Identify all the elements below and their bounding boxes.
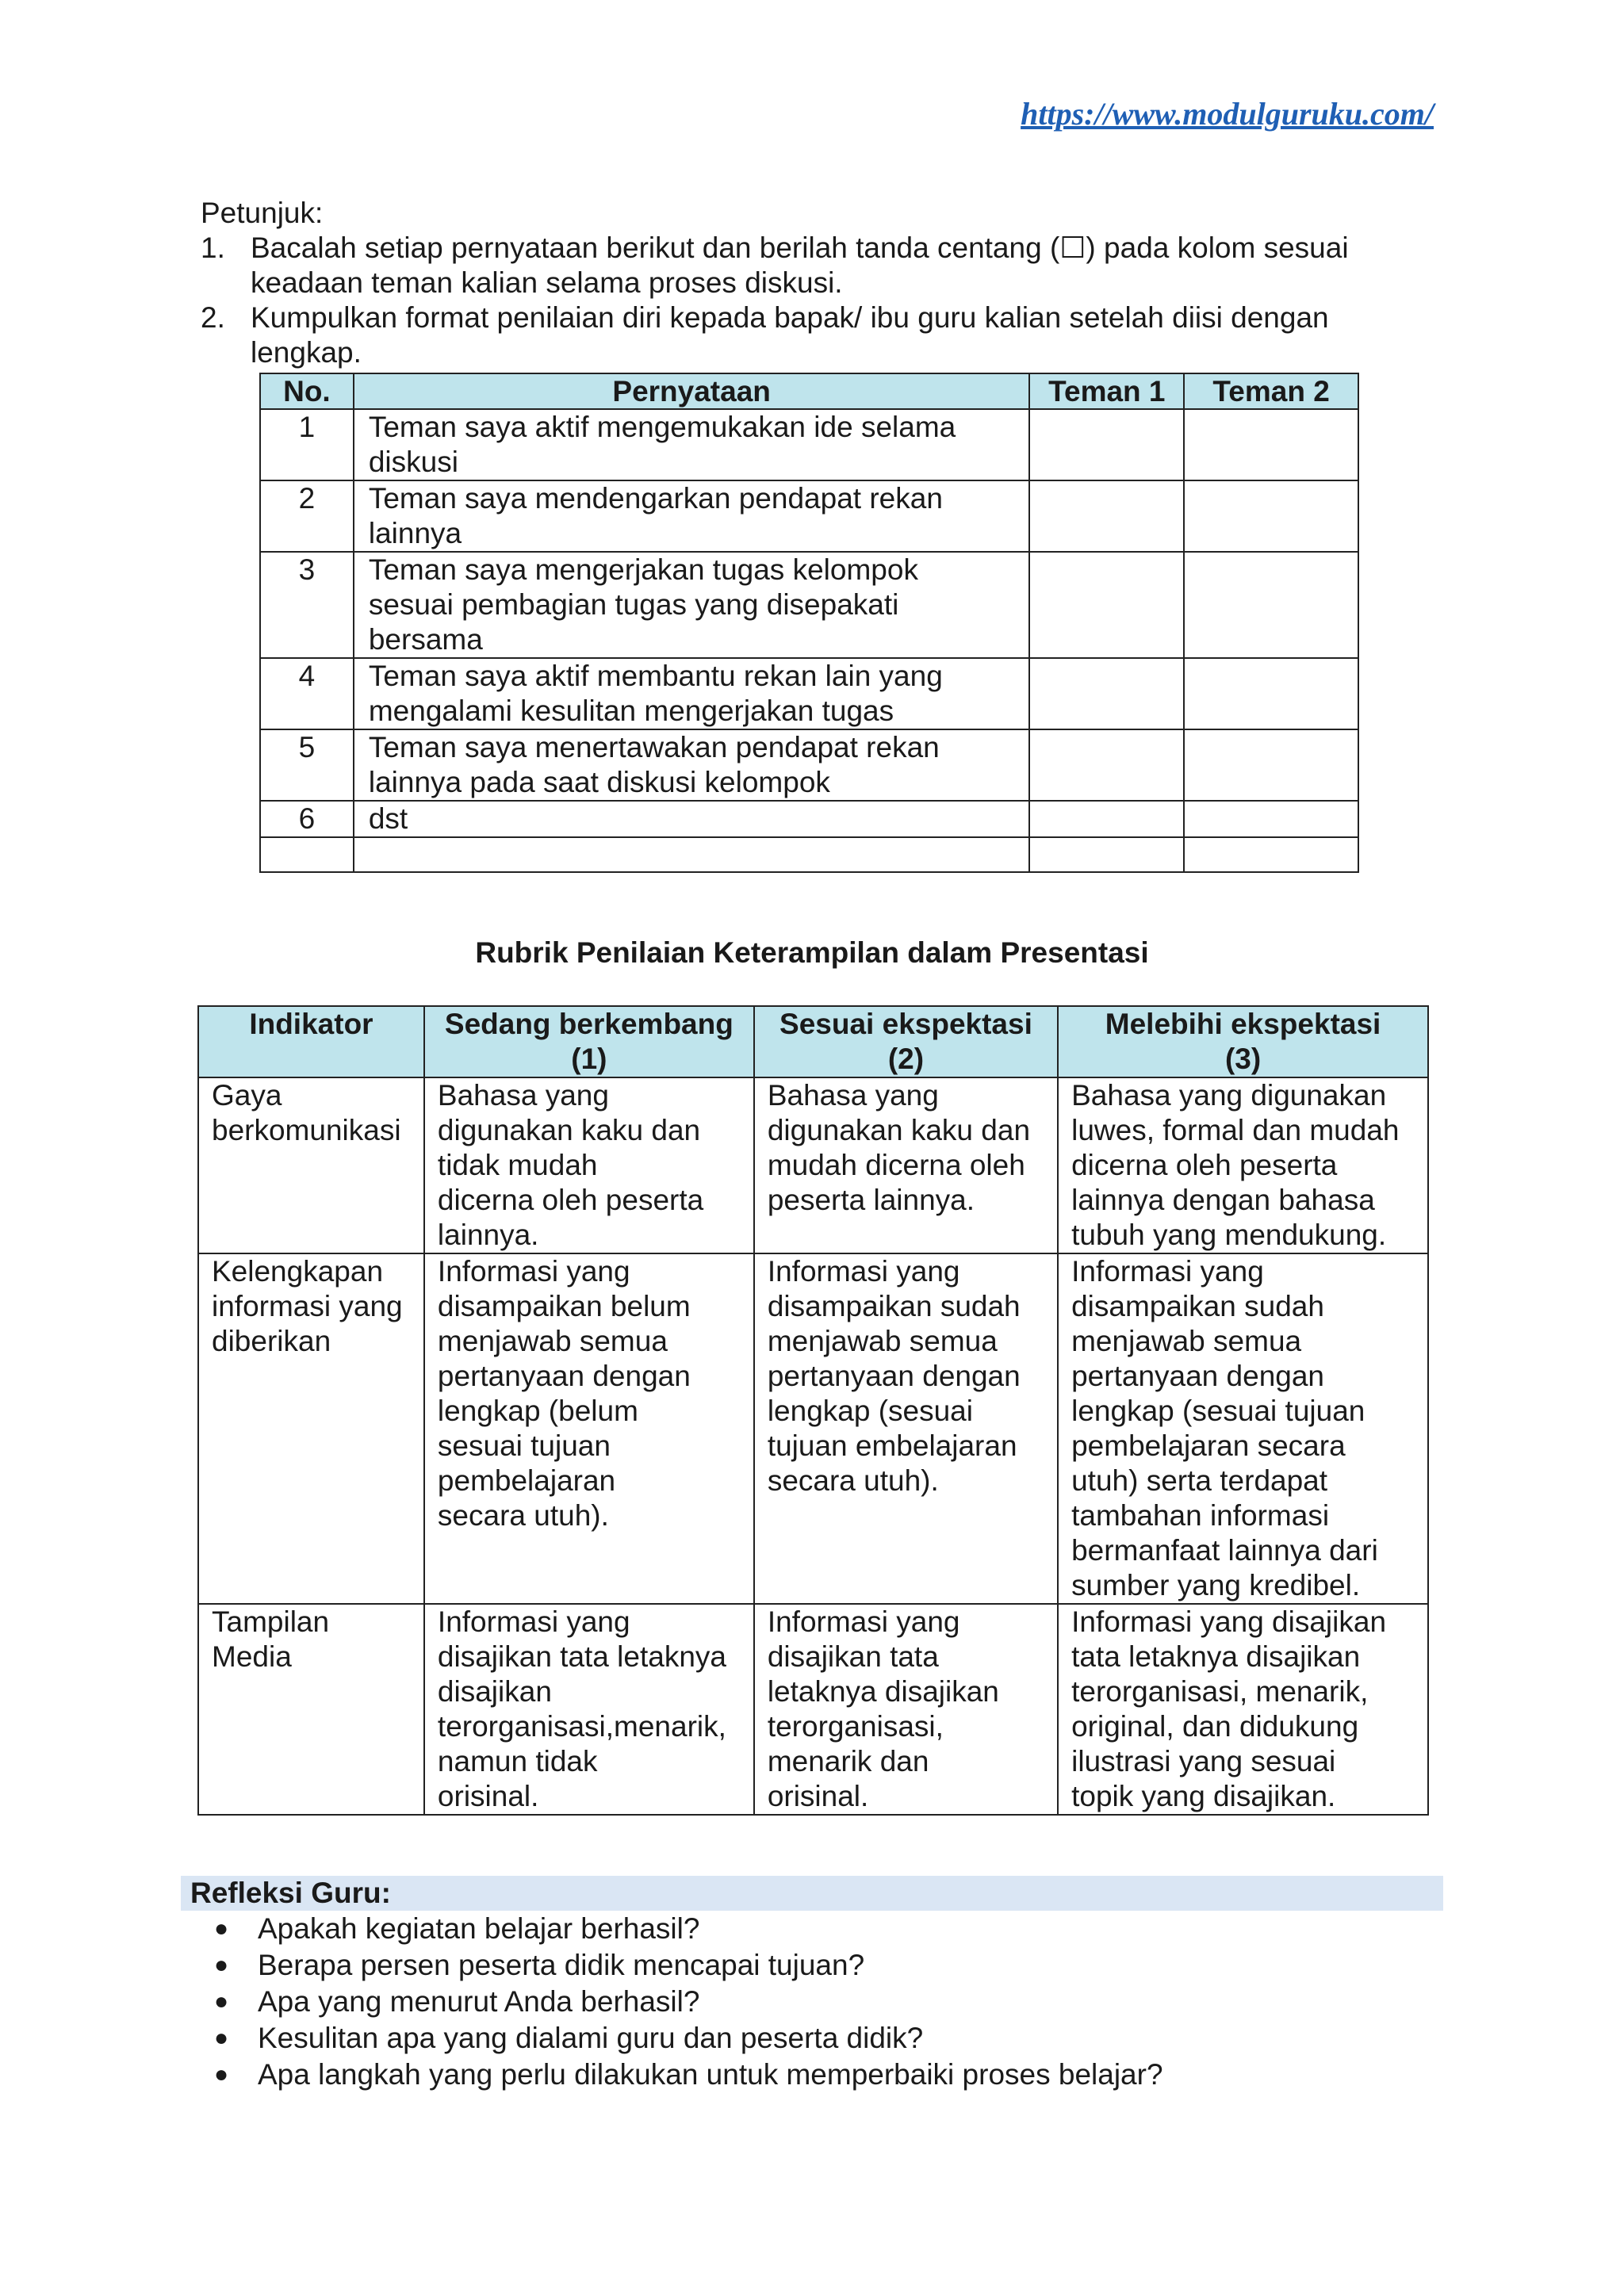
header-line: (1) [571, 1043, 607, 1075]
list-item [181, 1947, 1443, 1984]
cell-line: orisinal. [437, 1780, 539, 1812]
list-item [181, 1911, 1443, 1947]
cell-line: Bahasa yang [767, 1079, 939, 1112]
cell-line: bermanfaat lainnya dari [1071, 1534, 1378, 1567]
level-1-cell [424, 1604, 754, 1815]
cell-line: lengkap (belum [437, 1395, 638, 1427]
level-1-cell [424, 1077, 754, 1253]
reflection-question: Apakah kegiatan belajar berhasil? [258, 1912, 700, 1945]
indicator-cell [198, 1253, 424, 1604]
cell-line: Gaya [212, 1079, 282, 1112]
indicator-cell [198, 1077, 424, 1253]
header-line: (3) [1224, 1043, 1262, 1075]
instruction-item [201, 300, 1422, 370]
teman-2-cell [1184, 837, 1358, 872]
cell-line: luwes, formal dan mudah [1071, 1114, 1400, 1146]
cell-line: Tampilan [212, 1605, 330, 1638]
row-number: 5 [260, 729, 354, 801]
cell-line: lainnya. [437, 1219, 539, 1251]
column-header: No. [260, 373, 354, 409]
teman-1-cell [1029, 480, 1184, 552]
instructions [201, 196, 1422, 370]
statement-line: diskusi [368, 446, 458, 478]
cell-line: Informasi yang [767, 1605, 960, 1638]
bullet-icon: ● [214, 2025, 229, 2051]
cell-line: pembelajaran [437, 1464, 616, 1497]
cell-line: tambahan informasi [1071, 1499, 1330, 1532]
cell-line: terorganisasi, menarik, [1071, 1675, 1369, 1708]
statement-cell [354, 552, 1030, 658]
list-item [181, 1984, 1443, 2020]
teman-2-cell [1184, 801, 1358, 837]
bullet-icon: ● [214, 1988, 229, 2015]
table-row [198, 1077, 1428, 1253]
instruction-line: Kumpulkan format penilaian diri kepada bapak/ ibu guru kalian setelah diisi dengan [251, 301, 1329, 334]
cell-line: lengkap (sesuai [767, 1395, 973, 1427]
statement-line: dst [368, 802, 408, 835]
statement-cell [354, 658, 1030, 729]
row-number: 2 [260, 480, 354, 552]
cell-line: Bahasa yang [437, 1079, 609, 1112]
table-row [260, 552, 1358, 658]
cell-line: original, dan didukung [1071, 1710, 1359, 1743]
cell-line: menjawab semua [767, 1325, 998, 1357]
table-row [198, 1253, 1428, 1604]
reflection-list [181, 1911, 1443, 2093]
cell-line: menjawab semua [437, 1325, 668, 1357]
cell-line: Media [212, 1640, 292, 1673]
teman-1-cell [1029, 409, 1184, 480]
bullet-icon: ● [214, 1952, 229, 1978]
statement-line: bersama [368, 623, 483, 656]
cell-line: disajikan [437, 1675, 552, 1708]
column-header: Teman 1 [1029, 373, 1184, 409]
table-row [260, 729, 1358, 801]
statement-line: lainnya [368, 517, 462, 549]
row-number: 4 [260, 658, 354, 729]
table-row [260, 801, 1358, 837]
cell-line: menjawab semua [1071, 1325, 1302, 1357]
statement-line: Teman saya aktif membantu rekan lain yang [368, 660, 943, 692]
cell-line: dicerna oleh peserta [1071, 1149, 1338, 1181]
cell-line: letaknya disajikan [767, 1675, 999, 1708]
statement-line: Teman saya aktif mengemukakan ide selama [368, 411, 956, 443]
teman-1-cell [1029, 801, 1184, 837]
cell-line: pertanyaan dengan [437, 1360, 691, 1392]
teman-1-cell [1029, 552, 1184, 658]
level-1-cell [424, 1253, 754, 1604]
cell-line: terorganisasi, [767, 1710, 944, 1743]
reflection-question: Kesulitan apa yang dialami guru dan peserta didik? [258, 2022, 924, 2054]
header-line: Sesuai ekspektasi [779, 1008, 1032, 1040]
indicator-cell [198, 1604, 424, 1815]
cell-line: sumber yang kredibel. [1071, 1569, 1361, 1601]
cell-line: disampaikan sudah [1071, 1290, 1324, 1322]
table-row [260, 480, 1358, 552]
list-item [181, 2057, 1443, 2093]
teman-2-cell [1184, 480, 1358, 552]
bullet-icon: ● [214, 2061, 229, 2087]
level-2-cell [754, 1077, 1058, 1253]
table-row [198, 1604, 1428, 1815]
peer-assessment-table [259, 373, 1359, 873]
statement-line: Teman saya menertawakan pendapat rekan [368, 731, 940, 763]
cell-line: pembelajaran secara [1071, 1429, 1346, 1462]
cell-line: informasi yang [212, 1290, 403, 1322]
level-3-cell [1058, 1604, 1428, 1815]
cell-line: Informasi yang [437, 1605, 630, 1638]
cell-line: Kelengkapan [212, 1255, 384, 1288]
column-header [198, 1006, 424, 1077]
column-header: Teman 2 [1184, 373, 1358, 409]
statement-line: Teman saya mengerjakan tugas kelompok [368, 553, 918, 586]
reflection-question: Apa langkah yang perlu dilakukan untuk memperbaiki proses belajar? [258, 2058, 1163, 2091]
instruction-number: 2. [201, 301, 225, 334]
header-line: (2) [887, 1043, 925, 1075]
statement-cell [354, 480, 1030, 552]
column-header [754, 1006, 1058, 1077]
list-item [181, 2020, 1443, 2057]
cell-line: menarik dan [767, 1745, 929, 1777]
table-row [260, 837, 1358, 872]
instruction-line: Bacalah setiap pernyataan berikut dan berilah tanda centang (☐) pada kolom sesuai [251, 232, 1349, 264]
cell-line: tubuh yang mendukung. [1071, 1219, 1387, 1251]
cell-line: tujuan embelajaran [767, 1429, 1017, 1462]
column-header [424, 1006, 754, 1077]
statement-line: sesuai pembagian tugas yang disepakati [368, 588, 899, 621]
column-header: Pernyataan [354, 373, 1030, 409]
cell-line: tata letaknya disajikan [1071, 1640, 1361, 1673]
table-header-row [198, 1006, 1428, 1077]
cell-line: lainnya dengan bahasa [1071, 1184, 1375, 1216]
reflection-question: Apa yang menurut Anda berhasil? [258, 1985, 700, 2018]
cell-line: disajikan tata letaknya [437, 1640, 726, 1673]
header-url-link[interactable]: https://www.modulguruku.com/ [1021, 96, 1434, 132]
cell-line: diberikan [212, 1325, 331, 1357]
header-line: Sedang berkembang [444, 1008, 733, 1040]
cell-line: secara utuh). [767, 1464, 939, 1497]
reflection-question: Berapa persen peserta didik mencapai tujuan? [258, 1949, 865, 1981]
table-row [260, 409, 1358, 480]
teman-1-cell [1029, 837, 1184, 872]
teman-1-cell [1029, 729, 1184, 801]
statement-cell [354, 409, 1030, 480]
cell-line: berkomunikasi [212, 1114, 401, 1146]
cell-line: Informasi yang disajikan [1071, 1605, 1387, 1638]
instruction-line: keadaan teman kalian selama proses diskusi. [251, 266, 843, 299]
instructions-list [201, 231, 1422, 370]
rubric-title: Rubrik Penilaian Keterampilan dalam Presentasi [475, 936, 1149, 969]
instruction-line: lengkap. [251, 336, 362, 369]
statement-cell [354, 837, 1030, 872]
header-line: Melebihi ekspektasi [1105, 1008, 1381, 1040]
instruction-item [201, 231, 1422, 300]
cell-line: orisinal. [767, 1780, 869, 1812]
level-2-cell [754, 1253, 1058, 1604]
rubric-table [197, 1005, 1429, 1816]
statement-line: lainnya pada saat diskusi kelompok [368, 766, 830, 798]
cell-line: Informasi yang [437, 1255, 630, 1288]
column-header [1058, 1006, 1428, 1077]
reflection-title: Refleksi Guru: [181, 1876, 1443, 1911]
table-row [260, 658, 1358, 729]
header-line: Indikator [249, 1008, 373, 1040]
cell-line: dicerna oleh peserta [437, 1184, 704, 1216]
cell-line: sesuai tujuan [437, 1429, 611, 1462]
teman-1-cell [1029, 658, 1184, 729]
cell-line: disampaikan sudah [767, 1290, 1021, 1322]
teman-2-cell [1184, 729, 1358, 801]
level-2-cell [754, 1604, 1058, 1815]
statement-cell [354, 729, 1030, 801]
cell-line: terorganisasi,menarik, [437, 1710, 726, 1743]
table-header-row [260, 373, 1358, 409]
statement-line: Teman saya mendengarkan pendapat rekan [368, 482, 943, 515]
teman-2-cell [1184, 552, 1358, 658]
cell-line: secara utuh). [437, 1499, 609, 1532]
row-number: 3 [260, 552, 354, 658]
statement-cell [354, 801, 1030, 837]
cell-line: ilustrasi yang sesuai [1071, 1745, 1336, 1777]
teman-2-cell [1184, 409, 1358, 480]
instructions-title: Petunjuk: [201, 197, 324, 229]
bullet-icon: ● [214, 1915, 229, 1942]
cell-line: utuh) serta terdapat [1071, 1464, 1328, 1497]
row-number [260, 837, 354, 872]
cell-line: digunakan kaku dan [437, 1114, 701, 1146]
teacher-reflection [181, 1876, 1443, 2093]
cell-line: disajikan tata [767, 1640, 939, 1673]
cell-line: namun tidak [437, 1745, 598, 1777]
level-3-cell [1058, 1077, 1428, 1253]
cell-line: mudah dicerna oleh [767, 1149, 1025, 1181]
row-number: 1 [260, 409, 354, 480]
cell-line: digunakan kaku dan [767, 1114, 1031, 1146]
instruction-number: 1. [201, 232, 225, 264]
level-3-cell [1058, 1253, 1428, 1604]
cell-line: lengkap (sesuai tujuan [1071, 1395, 1365, 1427]
cell-line: pertanyaan dengan [1071, 1360, 1324, 1392]
statement-line: mengalami kesulitan mengerjakan tugas [368, 695, 894, 727]
cell-line: pertanyaan dengan [767, 1360, 1021, 1392]
row-number: 6 [260, 801, 354, 837]
cell-line: Bahasa yang digunakan [1071, 1079, 1387, 1112]
cell-line: peserta lainnya. [767, 1184, 975, 1216]
cell-line: topik yang disajikan. [1071, 1780, 1336, 1812]
cell-line: disampaikan belum [437, 1290, 691, 1322]
teman-2-cell [1184, 658, 1358, 729]
cell-line: Informasi yang [767, 1255, 960, 1288]
cell-line: tidak mudah [437, 1149, 598, 1181]
cell-line: Informasi yang [1071, 1255, 1264, 1288]
